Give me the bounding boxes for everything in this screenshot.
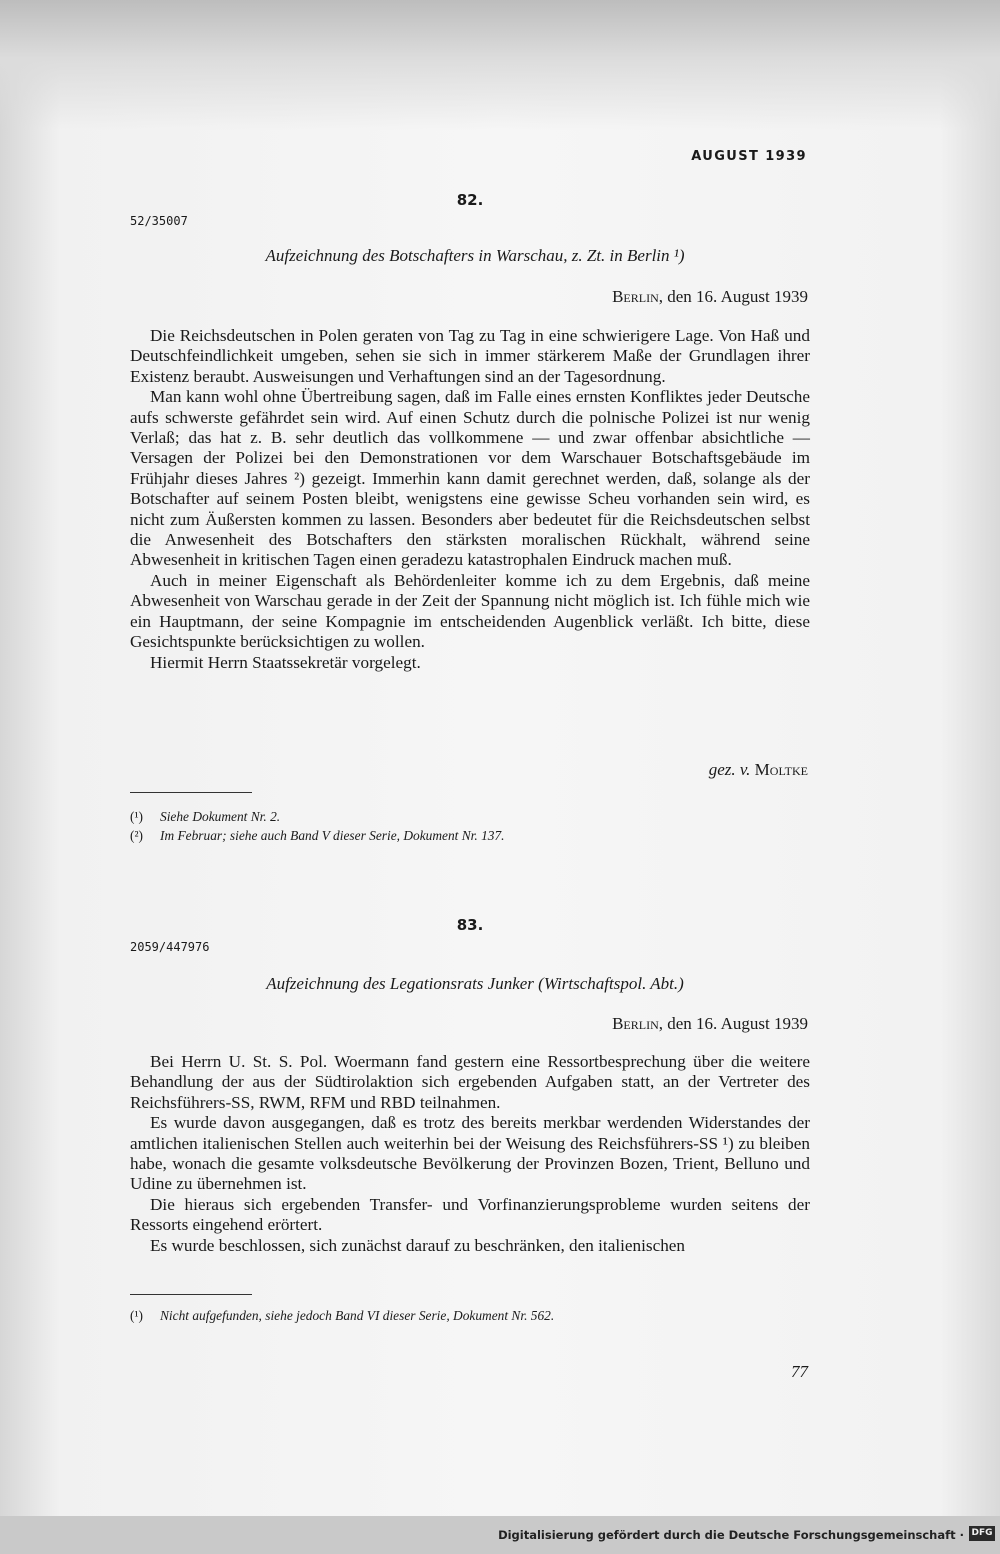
dateline [430, 287, 808, 307]
paragraph: Es wurde beschlossen, sich zunächst darauf zu beschränken, den italienischen [150, 1235, 686, 1255]
document-number: 82. [456, 191, 484, 209]
paragraph: Man kann wohl ohne Übertreibung sagen, daß im Falle eines ernsten Konfliktes jeder Deutsche aufs schwerste gefährdet sein wird. Auf einen Schutz durch die polnische Polizei ist nur wenig Verlaß; das hat z. B. sehr deutlich das vollkommene — und zwar offenbar absichtliche — Versagen der Polizei bei den Demonstrationen vor dem Warschauer Botschaftsgebäude im Frühjahr dieses Jahres ²) gezeigt. Immerhin kann damit gerechnet werden, daß, solange als der Botschafter auf seinem Posten bleibt, wenigstens eine gewisse Scheu vorhanden sein wird, es nicht zum Äußersten kommen zu lassen. Besonders aber bedeutet für die Reichsdeutschen selbst die Anwesenheit des Botschafters den stärksten moralischen Rückhalt, während seine Abwesenheit in kritischen Tagen einen geradezu katastrophalen Eindruck machen muß. [130, 387, 810, 570]
footnote-mark: (¹) [130, 809, 143, 824]
dateline-date: , den 16. August 1939 [658, 1014, 808, 1033]
dateline [430, 1014, 808, 1034]
dateline-city: Berlin [612, 1014, 659, 1033]
file-reference: 2059/447976 [130, 940, 210, 954]
paragraph: Es wurde davon ausgegangen, daß es trotz des bereits merkbar werdenden Widerstandes der amtlichen italienischen Stellen auch weiterhin bei der Weisung des Reichsführers-SS ¹) zu bleiben habe, wonach die gesamte volksdeutsche Bevölkerung der Provinzen Bozen, Trient, Belluno und Udine zu übernehmen ist. [130, 1113, 810, 1194]
signature [500, 760, 808, 780]
footnote-rule [130, 792, 252, 793]
funding-credit: Digitalisierung gefördert durch die Deutsche Forschungsgemeinschaft · [498, 1528, 964, 1542]
footnote-text: Siehe Dokument Nr. 2. [160, 809, 281, 824]
footnote-mark: (¹) [130, 1308, 143, 1323]
document-title: Aufzeichnung des Legationsrats Junker (Wirtschaftspol. Abt.) [266, 974, 684, 993]
footnote-rule [130, 1294, 252, 1295]
dfg-logo-icon: DFG [969, 1526, 995, 1541]
footnotes [130, 1306, 810, 1325]
footnotes [130, 807, 810, 845]
paragraph: Auch in meiner Eigenschaft als Behördenleiter komme ich zu dem Ergebnis, daß meine Abwesenheit von Warschau gerade in der Zeit der Spannung nicht möglich ist. Ich fühle mich wie ein Hauptmann, der seine Kompagnie im entscheidenden Augenblick verläßt. Ich bitte, diese Gesichtspunkte berücksichtigen zu wollen. [130, 570, 810, 652]
footnote [130, 1306, 810, 1325]
footnote-mark: (²) [130, 828, 143, 843]
file-reference: 52/35007 [130, 214, 188, 228]
document-body [130, 1052, 810, 1256]
footnote-text: Nicht aufgefunden, siehe jedoch Band VI dieser Serie, Dokument Nr. 562. [160, 1308, 555, 1323]
paragraph: Hiermit Herrn Staatssekretär vorgelegt. [150, 652, 421, 672]
signature-prefix: gez. v. [708, 760, 751, 779]
paragraph: Die hieraus sich ergebenden Transfer- und Vorfinanzierungsprobleme wurden seitens der Ressorts eingehend erörtert. [130, 1194, 810, 1235]
paragraph: Bei Herrn U. St. S. Pol. Woermann fand gestern eine Ressortbesprechung über die weitere Behandlung der aus der Südtirolaktion sich ergebenden Aufgaben statt, an der Vertreter des Reichsführers-SS, RWM, RFM und RBD teilnahmen. [130, 1052, 810, 1112]
dateline-city: Berlin [612, 287, 659, 306]
footnote [130, 826, 810, 845]
document-number: 83. [456, 916, 484, 934]
paragraph: Die Reichsdeutschen in Polen geraten von Tag zu Tag in eine schwierigere Lage. Von Haß und Deutschfeindlichkeit umgeben, sehen sie sich in immer stärkerem Maße der Grundlagen ihrer Existenz beraubt. Ausweisungen und Verhaftungen sind an der Tagesordnung. [130, 326, 810, 386]
signature-name: Moltke [754, 760, 808, 779]
digitization-footer [0, 1516, 1000, 1554]
running-head: AUGUST 1939 [691, 149, 807, 164]
dateline-date: , den 16. August 1939 [658, 287, 808, 306]
footnote [130, 807, 810, 826]
page-number: 77 [791, 1362, 808, 1381]
footnote-text: Im Februar; siehe auch Band V dieser Serie, Dokument Nr. 137. [160, 828, 505, 843]
document-body [130, 326, 810, 673]
scan-shadow [0, 0, 1000, 130]
document-title: Aufzeichnung des Botschafters in Warschau, z. Zt. in Berlin ¹) [265, 246, 685, 265]
